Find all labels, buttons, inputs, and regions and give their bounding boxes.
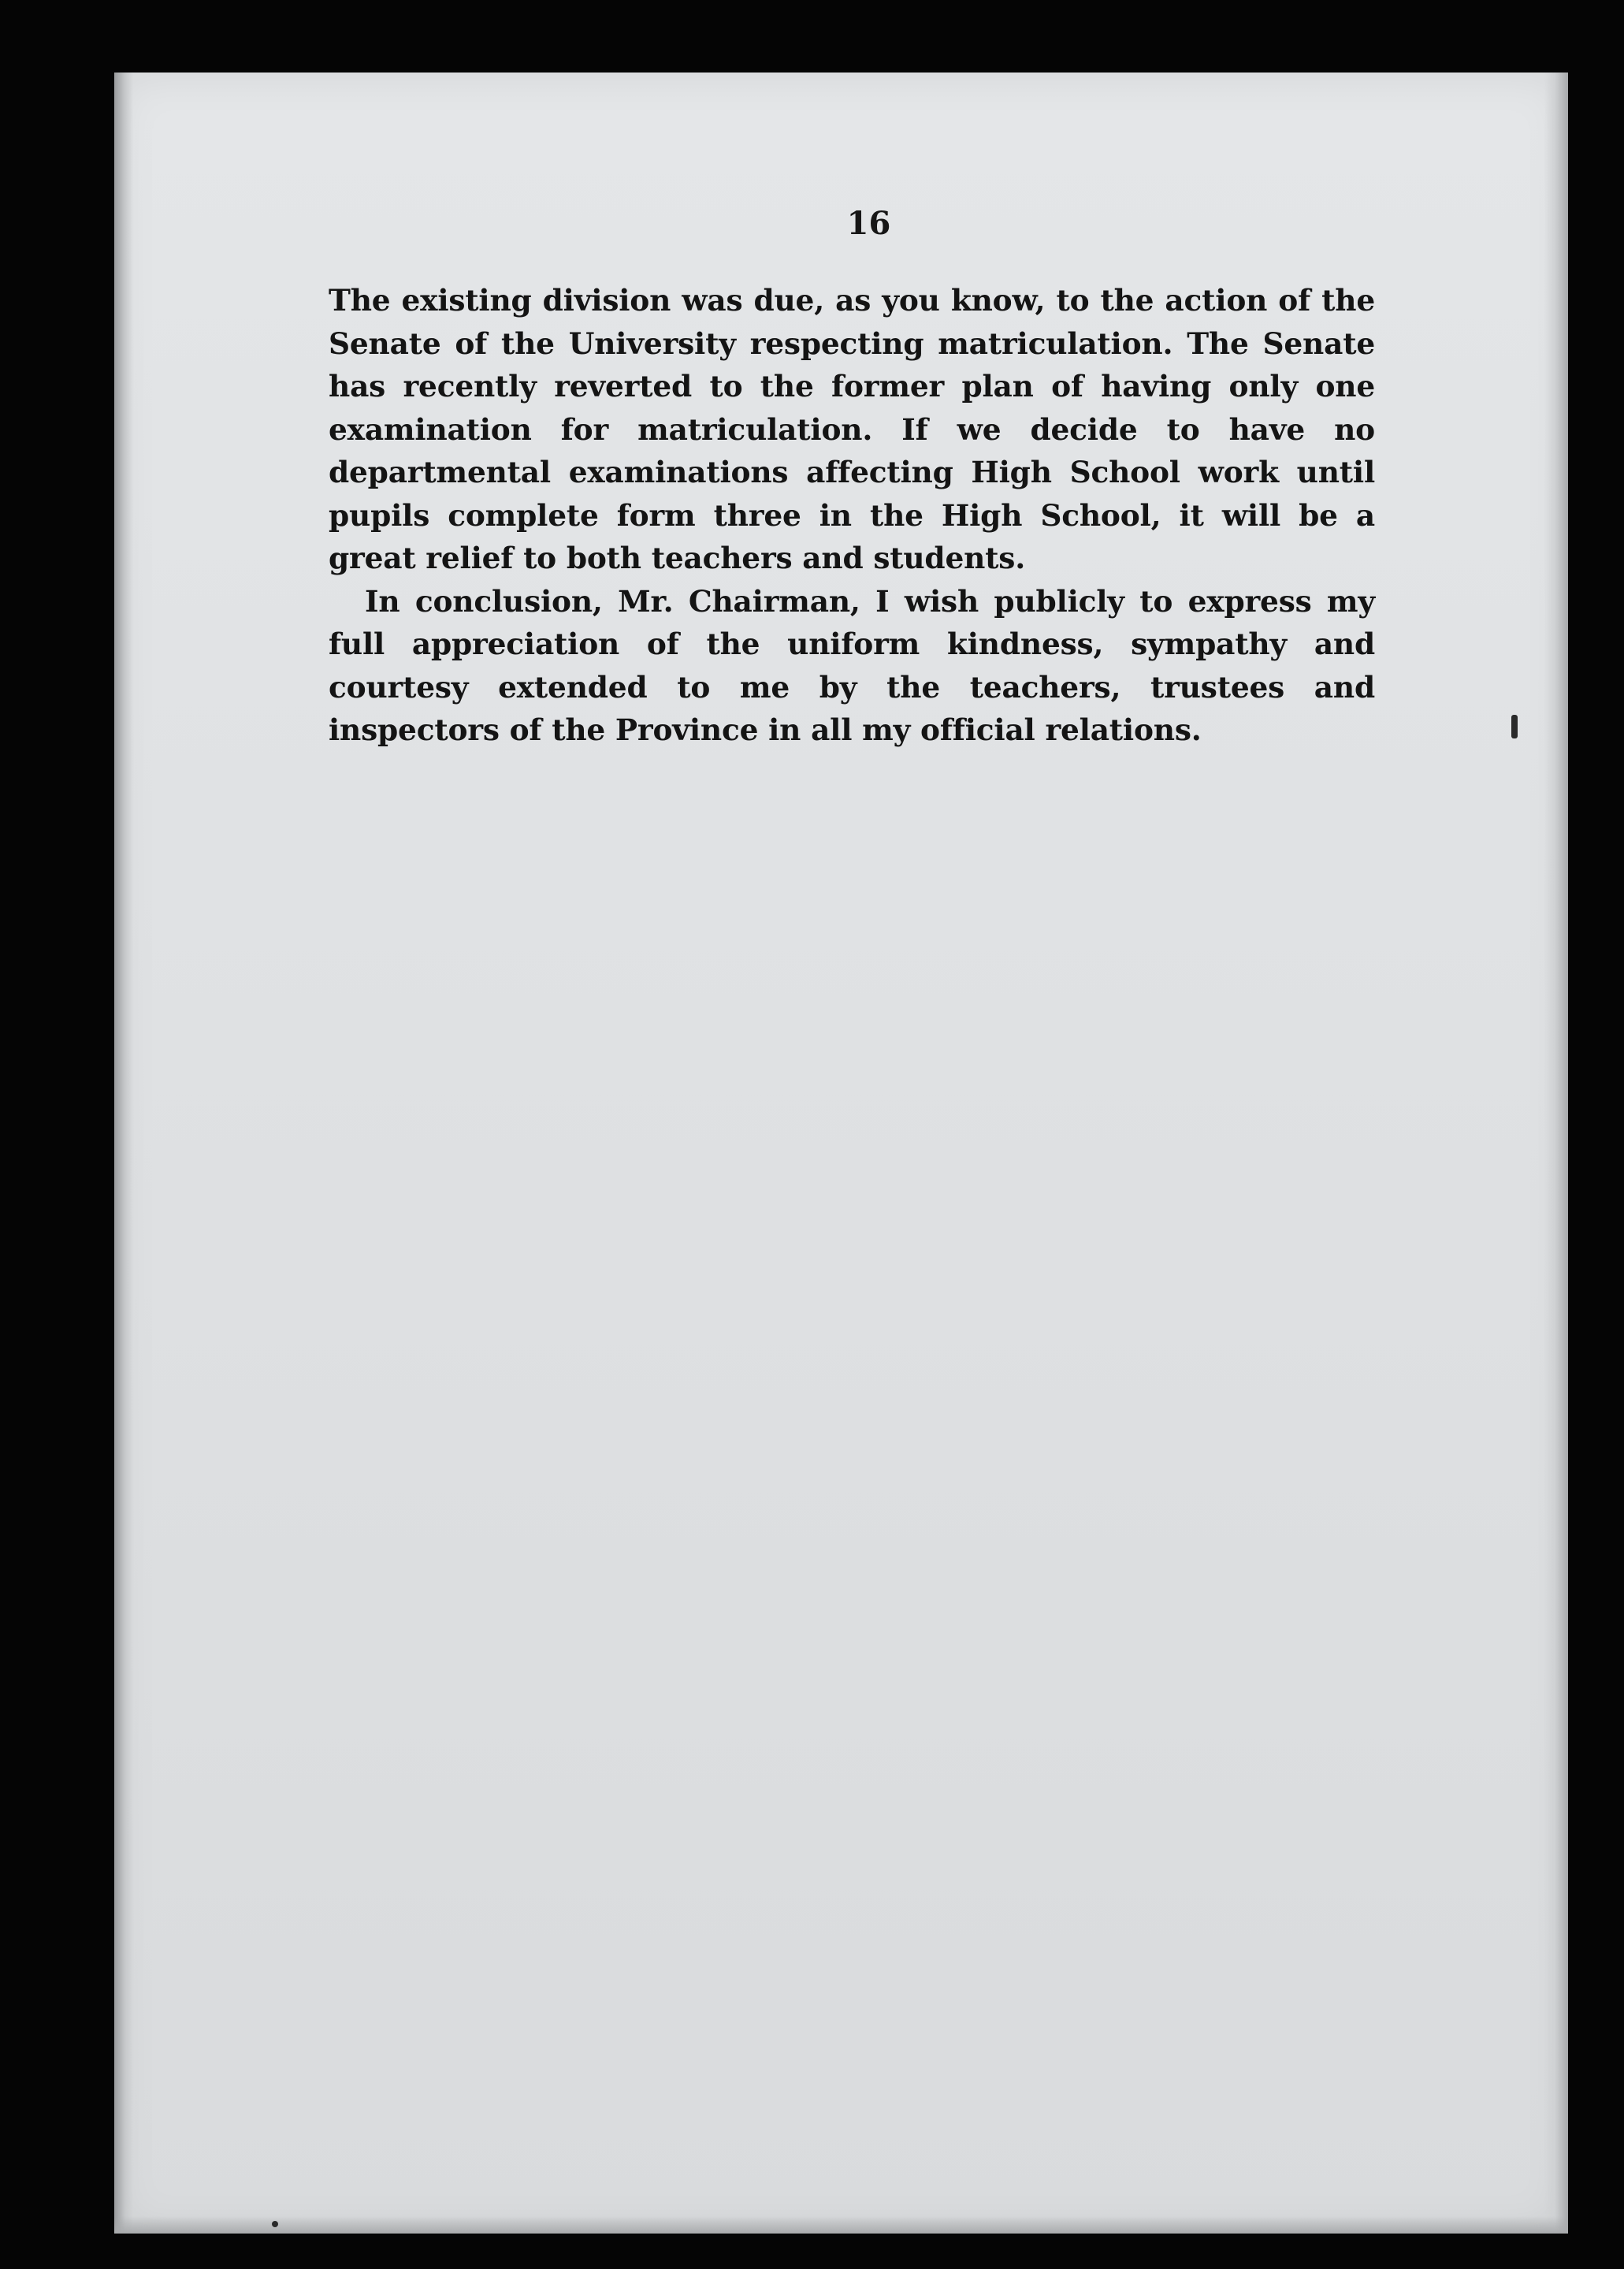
body-text	[329, 279, 1375, 752]
page-number: 16	[846, 205, 891, 242]
page-left-edge	[114, 73, 133, 2234]
paragraph-2: In conclusion, Mr. Chairman, I wish publicly to express my full appreciation of the uniform kindness, sympathy and courtesy extended to me by the teachers, trustees and inspectors of the Province in all my official relations.	[329, 583, 1375, 747]
page-bottom-edge	[114, 2216, 1568, 2234]
scan-speck	[272, 2221, 278, 2227]
page-right-edge	[1544, 73, 1568, 2234]
document-page	[114, 73, 1568, 2234]
scan-speck	[1511, 715, 1518, 738]
paragraph-1: The existing division was due, as you know, to the action of the Senate of the University respecting matriculation. The Senate has recently reverted to the former plan of having only one examination for matriculation. If we decide to have no departmental examinations affecting High School work until pupils complete form three in the High School, it will be a great relief to both teachers and students.	[329, 283, 1375, 575]
